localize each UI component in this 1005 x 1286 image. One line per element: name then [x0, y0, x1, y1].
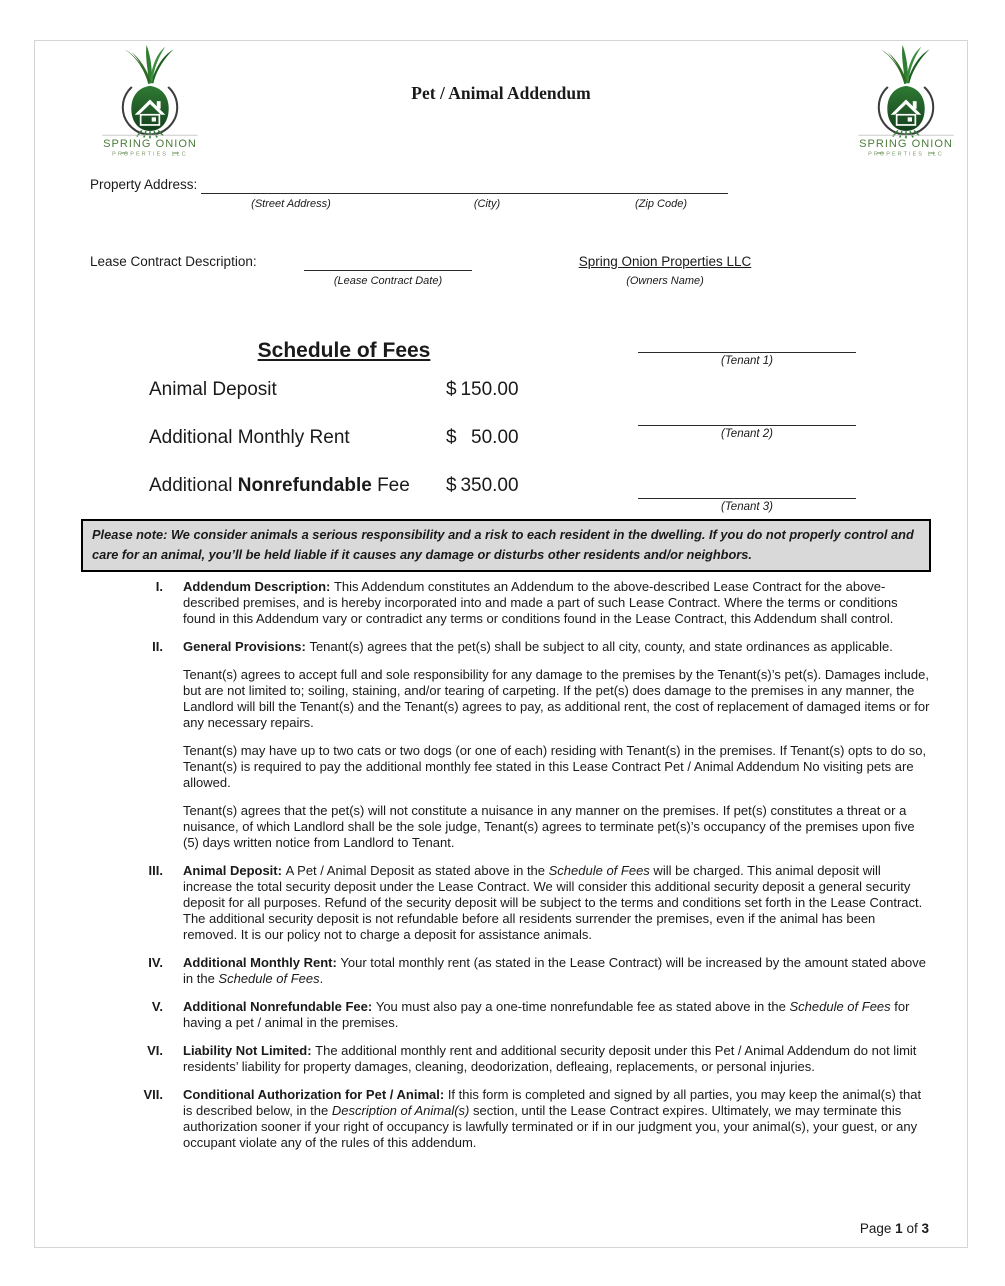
property-address-field[interactable]: [201, 177, 728, 194]
section-paragraph: Liability Not Limited: The additional monthly rent and additional security deposit under this Pet / Animal Addendum do not limit residents’ liability for property damages, cleaning, deodorization, defleaing, replacements, or personal injuries.: [183, 1043, 917, 1074]
section-paragraph: Conditional Authorization for Pet / Animal: If this form is completed and signed by all parties, you may keep the animal(s) that is described below, in the Description of Animal(s) section, until the Lease Contract expires. Ultimately, we may terminate this authorization sooner if your right of occupancy is lawfully terminated or if in our judgment you, your animal(s), your guest, or any occupant violate any of the rules of this addendum.: [183, 1087, 922, 1150]
section-paragraph: Tenant(s) agrees to accept full and sole responsibility for any damage to the premises by the Tenant(s)’s pet(s). Damages include, but are not limited to; soiling, staining, and/or tearing of carpeting. If the pet(s) does damage to the premises in any manner, the Landlord will bill the Tenant(s) and the Tenant(s) agrees to pay, as additional rent, the cost of replacement of damaged items or for any necessary repairs.: [183, 667, 930, 730]
section-paragraph: Animal Deposit: A Pet / Animal Deposit as stated above in the Schedule of Fees will be charged. This animal deposit will increase the total security deposit under the Lease Contract. We will consider this additional security deposit a general security deposit for all purposes. Refund of the security deposit will be subject to the terms and conditions set forth in the Lease Contract. The additional security deposit is not refundable before all residents surrender the premises, even if the animal has been removed. It is our policy not to charge a deposit for assistance animals.: [183, 863, 923, 942]
section-numeral: VII.: [143, 1087, 163, 1102]
owner-name-caption: (Owners Name): [626, 275, 704, 287]
lease-contract-date-field[interactable]: [304, 254, 472, 271]
fee-amount: 150.00: [460, 379, 519, 400]
page-number-value: 1: [895, 1221, 903, 1236]
section-paragraph: Tenant(s) agrees that the pet(s) will not constitute a nuisance in any manner on the premises. If pet(s) constitutes a threat or a nuisance, of which Landlord shall be the sole judge, Tenant(s) agrees to terminate pet(s)’s occupancy of the premises upon five (5) days written notice from Landlord to Tenant.: [183, 803, 915, 850]
fee-currency: $: [446, 427, 457, 448]
section-item: [91, 579, 933, 639]
section-paragraph: Addendum Description: This Addendum constitutes an Addendum to the above-described Lease Contract for the above-described premises, and is hereby incorporated into and made a part of such Lease Contract. Where the terms or conditions found in this Addendum vary or contradict any terms or conditions found in the Lease Contract, this Addendum shall control.: [183, 579, 898, 626]
section-item: [91, 1043, 933, 1087]
tenant-1-caption: (Tenant 1): [721, 355, 773, 367]
section-numeral: II.: [152, 639, 163, 654]
street-address-caption: (Street Address): [251, 198, 331, 210]
fee-label: Additional Monthly Rent: [149, 427, 350, 448]
section-title: Addendum Description:: [183, 579, 334, 594]
section-numeral: IV.: [148, 955, 163, 970]
tenant-2-caption: (Tenant 2): [721, 428, 773, 440]
section-paragraph: Additional Monthly Rent: Your total monthly rent (as stated in the Lease Contract) will be increased by the amount stated above in the Schedule of Fees.: [183, 955, 926, 986]
section-title: Additional Nonrefundable Fee:: [183, 999, 376, 1014]
section-item: [91, 639, 933, 863]
fee-currency: $: [446, 379, 457, 400]
section-body: [163, 1087, 933, 1163]
section-title: Additional Monthly Rent:: [183, 955, 341, 970]
fee-amount: 50.00: [471, 427, 519, 448]
sections-list: [91, 579, 933, 1163]
fee-row-additional-nonrefundable-fee: [149, 475, 569, 497]
fee-amount: 350.00: [460, 475, 519, 496]
fee-label: Additional Nonrefundable Fee: [149, 475, 410, 496]
fee-row-animal-deposit: [149, 379, 569, 401]
property-address-label: Property Address:: [90, 177, 198, 192]
tenant-signature-slot: [638, 410, 856, 440]
section-numeral: VI.: [147, 1043, 163, 1058]
section-title: Liability Not Limited:: [183, 1043, 316, 1058]
city-caption: (City): [473, 198, 501, 210]
section-body: [163, 955, 933, 999]
section-numeral: V.: [151, 999, 163, 1014]
tenant-3-caption: (Tenant 3): [721, 501, 773, 513]
tenant-3-signature-field[interactable]: [638, 483, 856, 499]
lease-contract-description-label: Lease Contract Description:: [90, 254, 257, 269]
lease-contract-date-caption: (Lease Contract Date): [333, 275, 443, 287]
section-body: [163, 863, 933, 955]
owner-name-value: Spring Onion Properties LLC: [578, 254, 752, 269]
section-paragraph: Tenant(s) may have up to two cats or two dogs (or one of each) residing with Tenant(s) in the premises. If Tenant(s) opts to do so, Tenant(s) is required to pay the additional monthly fee stated in this Lease Contract Pet / Animal Addendum No visiting pets are allowed.: [183, 743, 927, 790]
section-body: [163, 639, 933, 863]
section-item: [91, 863, 933, 955]
total-pages-value: 3: [921, 1221, 929, 1236]
document-page: [34, 40, 968, 1248]
page-word: Page: [859, 1221, 892, 1236]
section-title: General Provisions:: [183, 639, 310, 654]
section-title: Conditional Authorization for Pet / Animal:: [183, 1087, 448, 1102]
spring-onion-logo-right: [855, 45, 957, 159]
zip-code-caption: (Zip Code): [635, 198, 687, 210]
tenant-1-signature-field[interactable]: [638, 337, 856, 353]
section-body: [163, 999, 933, 1043]
section-item: [91, 1087, 933, 1163]
fee-row-additional-monthly-rent: [149, 427, 569, 449]
section-paragraph: General Provisions: Tenant(s) agrees that the pet(s) shall be subject to all city, county, and state ordinances as applicable.: [183, 639, 893, 654]
schedule-of-fees: [149, 339, 569, 523]
fee-currency: $: [446, 475, 457, 496]
schedule-of-fees-title: Schedule of Fees: [257, 339, 431, 362]
section-numeral: III.: [148, 863, 163, 878]
section-body: [163, 579, 933, 639]
page-number: [860, 1221, 929, 1236]
tenant-signature-slot: [638, 337, 856, 367]
section-item: [91, 999, 933, 1043]
tenant-signature-slot: [638, 483, 856, 513]
section-title: Animal Deposit:: [183, 863, 286, 878]
fee-label: Animal Deposit: [149, 379, 277, 400]
tenant-2-signature-field[interactable]: [638, 410, 856, 426]
section-numeral: I.: [155, 579, 163, 594]
section-body: [163, 1043, 933, 1087]
section-paragraph: Additional Nonrefundable Fee: You must also pay a one-time nonrefundable fee as stated above in the Schedule of Fees for having a pet / animal in the premises.: [183, 999, 910, 1030]
page-title: Pet / Animal Addendum: [411, 83, 591, 103]
section-item: [91, 955, 933, 999]
notice-box: Please note: We consider animals a serious responsibility and a risk to each resident in the dwelling. If you do not properly control and care for an animal, you’ll be held liable if it causes any damage or disturbs other residents and/or neighbors.: [81, 519, 931, 572]
of-word: of: [906, 1221, 918, 1236]
